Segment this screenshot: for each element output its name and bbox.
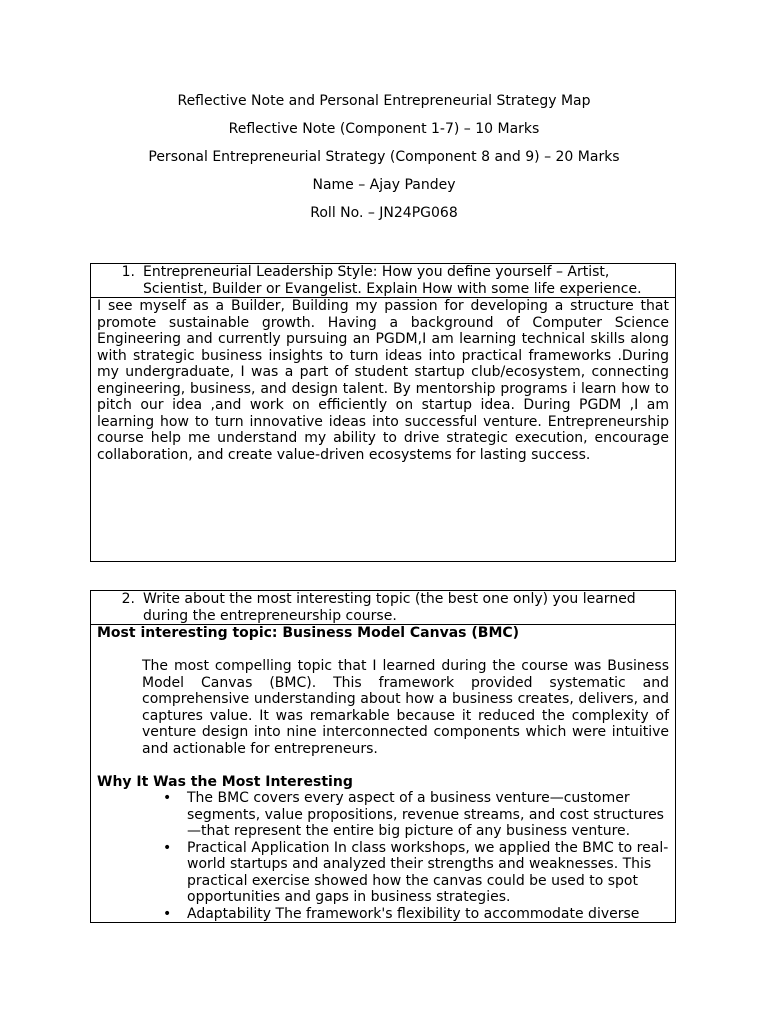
answer-1-text: I see myself as a Builder, Building my passion for developing a structure that promote sustainable growth. Having a background of Computer Science Engineering and currently pursuing an PGDM,I am learning technical skills along with strategic business insights to turn ideas into practical frameworks .During my undergraduate, I was a part of student startup club/ecosystem, connecting engineering, business, and design talent. By mentorship programs i learn how to pitch our idea ,and work on efficiently on startup idea. During PGDM ,I am learning how to turn innovative ideas into successful venture. Entrepreneurship course help me understand my ability to drive strategic execution, encourage collaboration, and create value-driven ecosystems for lasting success. [97,298,669,463]
list-item [97,840,669,906]
list-item [97,906,669,923]
why-heading: Why It Was the Most Interesting [97,773,353,790]
bullet-text: Adaptability The framework's flexibility to accommodate diverse [187,905,640,922]
topic-paragraph: The most compelling topic that I learned during the course was Business Model Canvas (BMC). This framework provided systematic and comprehensive understanding about how a business creates, delivers, and captures value. It was remarkable because it reduced the complexity of venture design into nine interconnected components which were intuitive and actionable for entrepreneurs. [142,658,669,757]
question-2-number: 2. [121,591,135,607]
strategy-marks: Personal Entrepreneurial Strategy (Component 8 and 9) – 20 Marks [148,149,620,165]
roll-number: Roll No. – JN24PG068 [310,205,458,221]
question-2-box [90,590,676,923]
question-2-row [91,591,675,625]
document-title: Reflective Note and Personal Entrepreneurial Strategy Map [177,93,591,109]
bullet-text: Practical Application In class workshops, we applied the BMC to real-world startups and analyzed their strengths and weaknesses. This practical exercise showed how the canvas could be used to spot opportunities and gaps in business strategies. [187,839,669,905]
question-1-row [91,264,675,298]
reason-list [97,790,669,922]
list-item [97,790,669,840]
question-1-box [90,263,676,562]
question-1-text: Entrepreneurial Leadership Style: How you define yourself – Artist, Scientist, Builder or Evangelist. Explain How with some life experience. [143,264,642,297]
bullet-text: The BMC covers every aspect of a business venture—customer segments, value propositions, revenue streams, and cost structures—that represent the entire big picture of any business venture. [187,790,664,839]
bullet-icon: • [163,839,172,856]
bullet-icon: • [163,790,172,806]
student-name: Name – Ajay Pandey [312,177,456,193]
question-2-text: Write about the most interesting topic (the best one only) you learned during the entrepreneurship course. [143,591,636,624]
topic-heading: Most interesting topic: Business Model Canvas (BMC) [97,625,520,641]
bullet-icon: • [163,905,172,922]
question-1-number: 1. [121,264,135,280]
reflective-note-marks: Reflective Note (Component 1-7) – 10 Marks [228,121,540,137]
answer-2 [91,625,675,922]
